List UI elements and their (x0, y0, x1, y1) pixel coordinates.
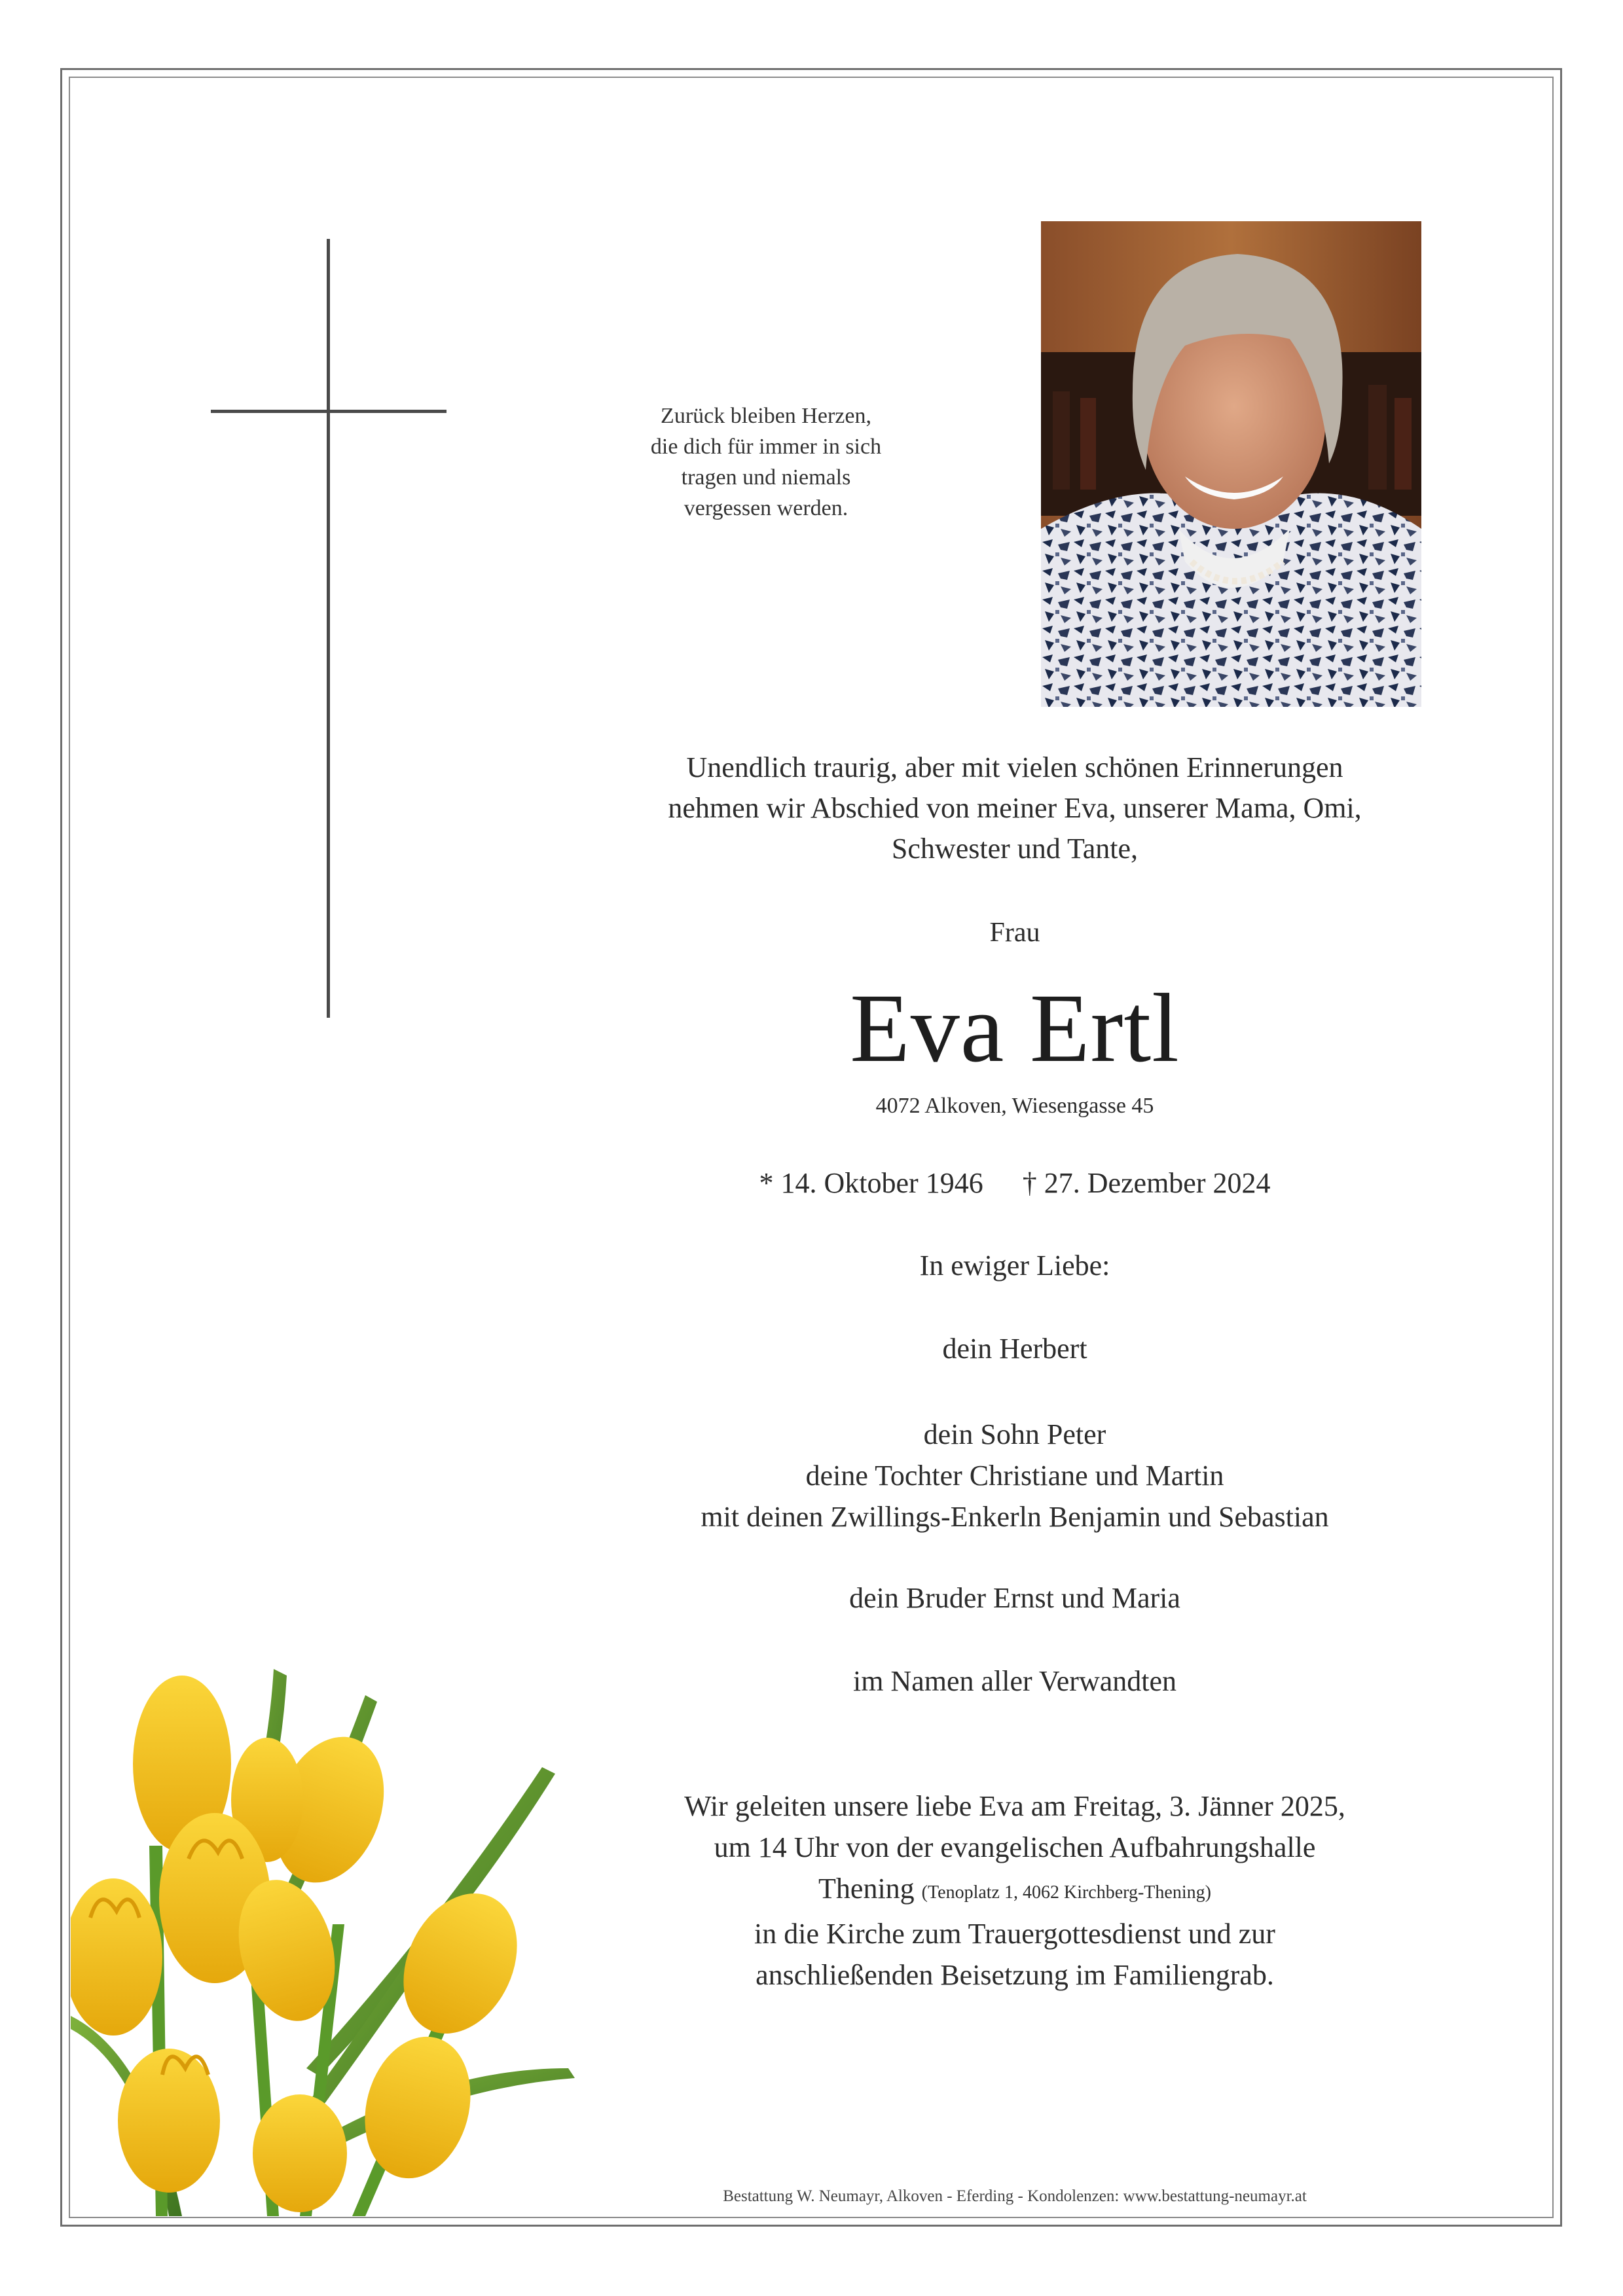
quote-line: Zurück bleiben Herzen, (661, 404, 871, 428)
cross-horizontal-bar (211, 410, 447, 413)
intro-text (524, 747, 1506, 869)
mourner-line: deine Tochter Christiane und Martin (805, 1460, 1224, 1492)
intro-line: nehmen wir Abschied von meiner Eva, unserer Mama, Omi, (668, 792, 1362, 824)
quote-line: tragen und niemals (681, 465, 851, 490)
funeral-line: anschließenden Beisetzung im Familiengrab. (756, 1959, 1274, 1991)
tulips-illustration (71, 1649, 594, 2216)
intro-line: Schwester und Tante, (891, 833, 1139, 865)
life-dates (524, 1165, 1506, 1202)
quote-line: die dich für immer in sich (650, 435, 882, 459)
birth-date: * 14. Oktober 1946 (759, 1167, 983, 1199)
mourner-partner: dein Herbert (942, 1333, 1087, 1365)
salutation: Frau (989, 918, 1040, 948)
cross-vertical-bar (327, 239, 330, 1018)
death-date: † 27. Dezember 2024 (1022, 1167, 1271, 1199)
quote-line: vergessen werden. (684, 496, 848, 520)
mourner-siblings: dein Bruder Ernst und Maria (849, 1582, 1180, 1614)
funeral-line: in die Kirche zum Trauergottesdienst und zur (754, 1918, 1275, 1950)
funeral-line: Wir geleiten unsere liebe Eva am Freitag, 3. Jänner 2025, (684, 1790, 1345, 1822)
funeral-details (524, 1785, 1506, 1996)
funeral-place-address: (Tenoplatz 1, 4062 Kirchberg-Thening) (921, 1882, 1211, 1903)
funeral-place: Thening (818, 1873, 915, 1905)
mourners-closing: im Namen aller Verwandten (852, 1665, 1176, 1697)
deceased-name: Eva Ertl (850, 974, 1180, 1083)
mourners-heading: In ewiger Liebe: (919, 1249, 1110, 1282)
deceased-address: 4072 Alkoven, Wiesengasse 45 (875, 1094, 1154, 1118)
funeral-home-footer: Bestattung W. Neumayr, Alkoven - Eferding - Kondolenzen: www.bestattung-neumayr.at (723, 2187, 1307, 2205)
portrait-photo (1041, 221, 1421, 707)
memorial-quote (570, 401, 962, 524)
funeral-line (524, 1868, 1506, 1913)
funeral-line: um 14 Uhr von der evangelischen Aufbahrungshalle (714, 1831, 1316, 1863)
intro-line: Unendlich traurig, aber mit vielen schönen Erinnerungen (686, 751, 1343, 783)
mourner-line: dein Sohn Peter (923, 1418, 1106, 1450)
mourner-line: mit deinen Zwillings-Enkerln Benjamin und Sebastian (701, 1501, 1329, 1533)
mourners-children (524, 1414, 1506, 1537)
